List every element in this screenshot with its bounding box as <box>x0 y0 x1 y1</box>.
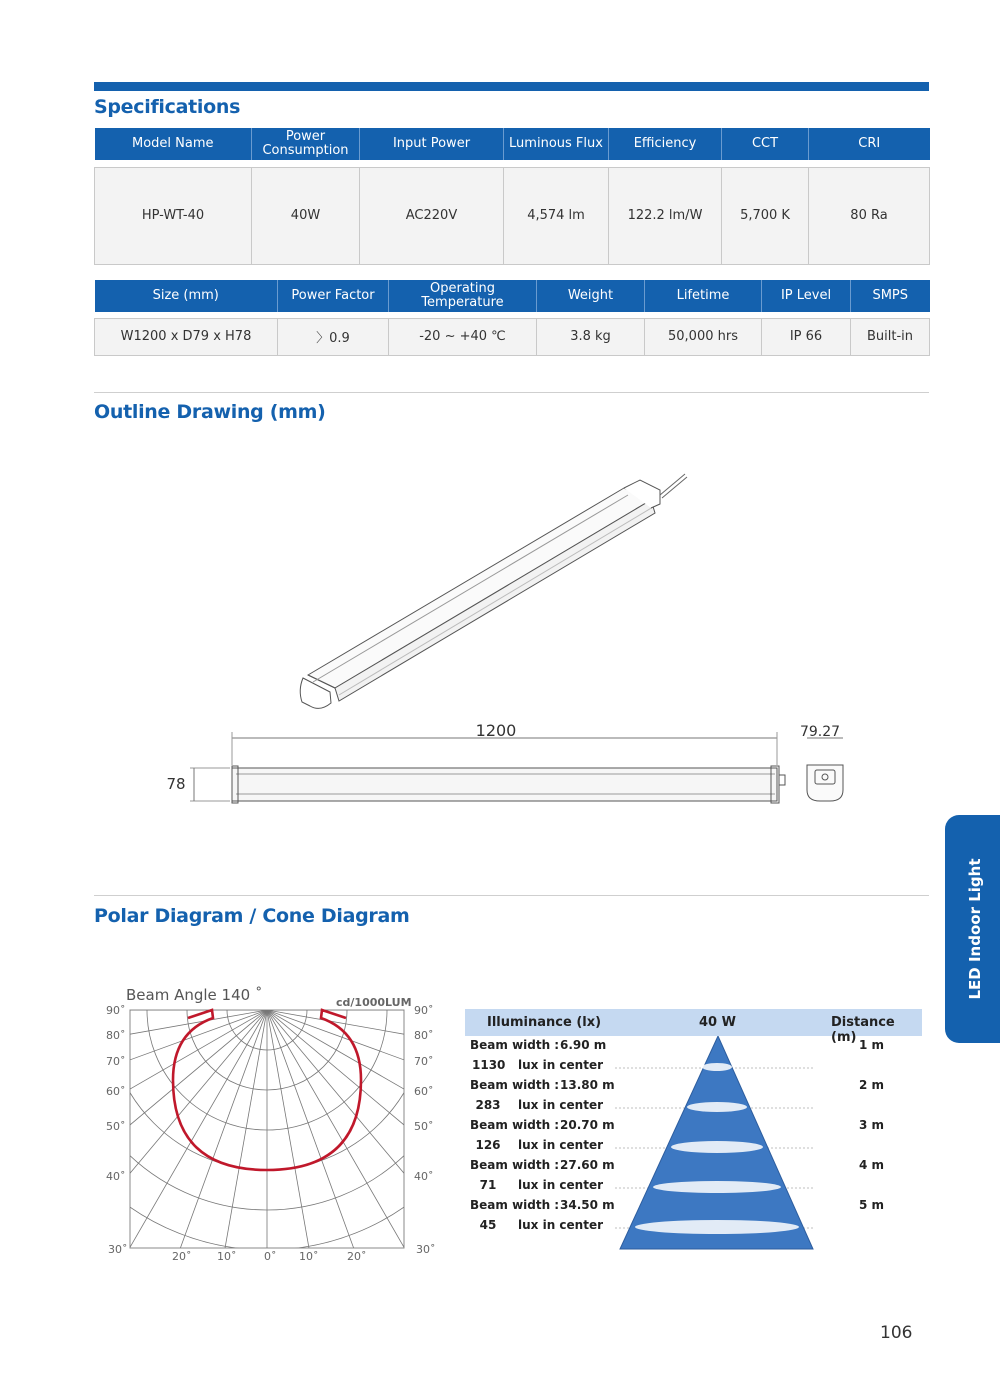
label-bottom-20-left: 20˚ <box>172 1250 192 1263</box>
fixture-perspective-view <box>300 474 687 708</box>
header-power-factor: Power Factor <box>278 280 389 312</box>
label-left-60: 60˚ <box>106 1085 126 1098</box>
cell-weight: 3.8 kg <box>537 318 645 355</box>
table-row <box>95 318 930 355</box>
header-smps: SMPS <box>851 280 930 312</box>
label-left-50: 50˚ <box>106 1120 126 1133</box>
specifications-title: Specifications <box>94 96 241 118</box>
cell-efficiency: 122.2 lm/W <box>609 167 722 264</box>
header-cct: CCT <box>722 128 809 160</box>
outline-drawing <box>150 460 870 820</box>
cell-model-name: HP-WT-40 <box>95 167 252 264</box>
polar-spoke <box>267 1010 404 1270</box>
polar-spoke <box>130 1010 267 1270</box>
header-distance: Distance (m) <box>831 1015 895 1045</box>
label-left-40: 40˚ <box>106 1170 126 1183</box>
cone-ellipse-2m <box>687 1102 747 1112</box>
label-bottom-10-left: 10˚ <box>217 1250 237 1263</box>
lux-label: lux in center <box>518 1098 603 1112</box>
header-weight: Weight <box>537 280 645 312</box>
polar-grid <box>100 980 445 1270</box>
beam-angle-label: Beam Angle 140 ˚ <box>126 986 263 1004</box>
header-cri: CRI <box>809 128 930 160</box>
lux-value: 1130 <box>472 1058 506 1072</box>
spec-table-main <box>94 128 930 265</box>
header-ip-level: IP Level <box>762 280 851 312</box>
label-right-30: 30˚ <box>416 1243 436 1256</box>
header-power-line1: Power <box>285 129 326 144</box>
cone-ellipse-4m <box>653 1181 781 1193</box>
table-row <box>95 167 930 264</box>
header-luminous-flux: Luminous Flux <box>504 128 609 160</box>
label-right-80: 80˚ <box>414 1029 434 1042</box>
lux-label: lux in center <box>518 1178 603 1192</box>
cone-ellipse-5m <box>635 1220 799 1234</box>
dimension-height: 78 <box>166 775 186 793</box>
beam-width-value: 27.60 m <box>560 1158 615 1172</box>
page-number: 106 <box>880 1323 913 1343</box>
beam-width-label: Beam width : <box>470 1158 560 1172</box>
cell-operating-temperature: -20 ~ +40 ℃ <box>389 318 537 355</box>
polar-spoke <box>267 1010 445 1079</box>
cone-ellipse-3m <box>671 1141 763 1153</box>
dimension-depth: 79.27 <box>799 724 841 740</box>
polar-cone-title: Polar Diagram / Cone Diagram <box>94 905 410 927</box>
cell-input-power: AC220V <box>360 167 504 264</box>
polar-diagram <box>100 980 445 1270</box>
label-right-90: 90˚ <box>414 1004 434 1017</box>
polar-labels-left <box>106 1004 128 1256</box>
distance-value: 1 m <box>859 1038 885 1052</box>
cell-luminous-flux: 4,574 lm <box>504 167 609 264</box>
label-left-80: 80˚ <box>106 1029 126 1042</box>
cell-smps: Built-in <box>851 318 930 355</box>
distance-value: 4 m <box>859 1158 885 1172</box>
divider <box>94 895 929 896</box>
polar-spoke <box>100 1010 267 1270</box>
polar-spoke <box>100 1010 267 1079</box>
label-left-90: 90˚ <box>106 1004 126 1017</box>
lux-label: lux in center <box>518 1058 603 1072</box>
header-size: Size (mm) <box>95 280 278 312</box>
header-power-line2: Consumption <box>262 143 349 158</box>
beam-width-value: 34.50 m <box>560 1198 615 1212</box>
header-efficiency: Efficiency <box>609 128 722 160</box>
fixture-end-view <box>807 738 843 801</box>
distance-value: 3 m <box>859 1118 885 1132</box>
header-model-name: Model Name <box>95 128 252 160</box>
side-tab[interactable] <box>945 815 1000 1043</box>
label-right-70: 70˚ <box>414 1055 434 1068</box>
lux-label: lux in center <box>518 1138 603 1152</box>
label-bottom-10-right: 10˚ <box>299 1250 319 1263</box>
distance-value: 5 m <box>859 1198 885 1212</box>
polar-labels-bottom <box>172 1250 367 1263</box>
unit-label: cd/1000LUM <box>336 996 412 1009</box>
header-power-consumption <box>252 128 360 160</box>
cell-size: W1200 x D79 x H78 <box>95 318 278 355</box>
cell-power-consumption: 40W <box>252 167 360 264</box>
header-operating-temperature: Operating Temperature <box>389 280 537 312</box>
cone-ellipse-1m <box>702 1063 732 1071</box>
cell-ip-level: IP 66 <box>762 318 851 355</box>
beam-width-label: Beam width : <box>470 1118 560 1132</box>
dimension-length: 1200 <box>475 721 517 740</box>
label-bottom-20-right: 20˚ <box>347 1250 367 1263</box>
top-accent-bar <box>94 82 929 91</box>
beam-width-value: 6.90 m <box>560 1038 607 1052</box>
header-input-power: Input Power <box>360 128 504 160</box>
spec-table-secondary <box>94 280 930 356</box>
lux-value: 45 <box>479 1218 497 1232</box>
cell-power-factor: 〉0.9 <box>278 318 389 355</box>
beam-width-label: Beam width : <box>470 1078 560 1092</box>
beam-width-value: 20.70 m <box>560 1118 615 1132</box>
beam-width-label: Beam width : <box>470 1198 560 1212</box>
outline-drawing-title: Outline Drawing (mm) <box>94 401 326 423</box>
cell-lifetime: 50,000 hrs <box>645 318 762 355</box>
cell-cct: 5,700 K <box>722 167 809 264</box>
lux-value: 71 <box>479 1178 497 1192</box>
beam-width-value: 13.80 m <box>560 1078 615 1092</box>
lux-label: lux in center <box>518 1218 603 1232</box>
beam-width-label: Beam width : <box>470 1038 560 1052</box>
lux-value: 283 <box>475 1098 501 1112</box>
header-illuminance: Illuminance (lx) <box>487 1015 602 1030</box>
header-lifetime: Lifetime <box>645 280 762 312</box>
label-right-40: 40˚ <box>414 1170 434 1183</box>
side-tab-label: LED Indoor Light <box>966 858 984 1000</box>
polar-spoke <box>100 1010 267 1270</box>
cell-cri: 80 Ra <box>809 167 930 264</box>
label-left-70: 70˚ <box>106 1055 126 1068</box>
label-right-60: 60˚ <box>414 1085 434 1098</box>
label-right-50: 50˚ <box>414 1120 434 1133</box>
lux-value: 126 <box>475 1138 501 1152</box>
label-left-30: 30˚ <box>108 1243 128 1256</box>
fixture-side-view <box>190 732 785 803</box>
distance-value: 2 m <box>859 1078 885 1092</box>
label-bottom-0: 0˚ <box>264 1250 277 1263</box>
polar-labels-right <box>414 1004 436 1256</box>
polar-spoke <box>100 1010 267 1267</box>
divider <box>94 392 929 393</box>
header-power: 40 W <box>699 1015 736 1030</box>
